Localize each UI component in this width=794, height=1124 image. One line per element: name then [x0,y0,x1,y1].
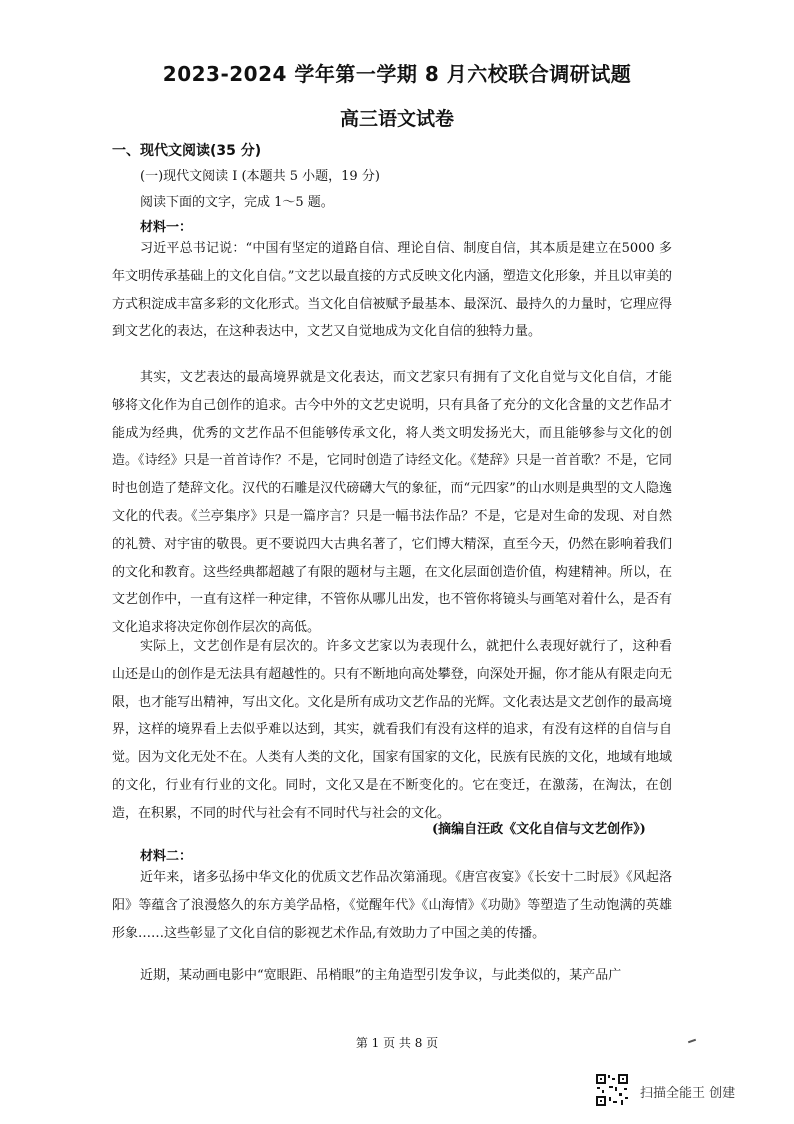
subsection-heading: (一)现代文阅读 I (本题共 5 小题，19 分) [140,169,380,184]
page-number: 第 1 页 共 8 页 [355,1036,439,1050]
material-two-paragraph-2: 近期，某动画电影中“宽眼距、吊梢眼”的主角造型引发争议，与此类似的，某产品广 [140,968,622,983]
material-two-label: 材料二： [140,849,193,864]
section-heading: 一、现代文阅读(35 分) [112,143,262,159]
material-one-paragraph-1: 习近平总书记说：“中国有坚定的道路自信、理论自信、制度自信，其本质是建立在5000 多年文明传承基础上的文化自信。”文艺以最直接的方式反映文化内涵，塑造文化形象，并且以审美的方式积淀成丰富多彩的文化形式。当文化自信被赋予最基本、最深沉、最持久的力量时，它理应得到文艺化的表达，在这种表达中，文艺又自觉地成为文化自信的独特力量。 [112,241,672,340]
exam-subtitle: 高三语文试卷 [339,108,454,130]
material-one-label: 材料一： [140,220,193,235]
source-credit: (摘编自汪政《文化自信与文艺创作》) [432,822,646,837]
instruction-text: 阅读下面的文字，完成 1～5 题。 [140,195,334,210]
qr-code-icon [595,1073,629,1107]
material-one-paragraph-3: 实际上，文艺创作是有层次的。许多文艺家以为表现什么，就把什么表现好就行了，这种看山还是山的创作是无法具有超越性的。只有不断地向高处攀登，向深处开掘，你才能从有限走向无限，也才能写出精神，写出文化。文化是所有成功文艺作品的光辉。文化表达是文艺创作的最高境界，这样的境界看上去似乎难以达到，其实，就看我们有没有这样的追求，有没有这样的自信与自觉。因为文化无处不在。人类有人类的文化，国家有国家的文化，民族有民族的文化，地域有地域的文化，行业有行业的文化。同时，文化又是在不断变化的。它在变迁，在激荡，在淘汰，在创造，在积累，不同的时代与社会有不同时代与社会的文化。 [112,639,672,821]
material-one-paragraph-2: 其实，文艺表达的最高境界就是文化表达，而文艺家只有拥有了文化自觉与文化自信，才能够将文化作为自己创作的追求。古今中外的文艺史说明，只有具备了充分的文化含量的文艺作品才能成为经典，优秀的文艺作品不但能够传承文化，将人类文明发扬光大，而且能够参与文化的创造。《诗经》只是一首首诗作？不是，它同时创造了诗经文化。《楚辞》只是一首首歌？不是，它同时也创造了楚辞文化。汉代的石雕是汉代磅礴大气的象征，而“元四家”的山水则是典型的文人隐逸文化的代表。《兰亭集序》只是一篇序言？只是一幅书法作品？不是，它是对生命的发现、对自然的礼赞、对宇宙的敬畏。更不要说四大古典名著了，它们博大精深，直至今天，仍然在影响着我们的文化和教育。这些经典都超越了有限的题材与主题，在文化层面创造价值，构建精神。所以，在文艺创作中，一直有这样一种定律，不管你从哪儿出发，也不管你将镜头与画笔对着什么，是否有文化追求将决定你创作层次的高低。 [112,370,672,636]
scanner-watermark: 扫描全能王 创建 [640,1086,736,1101]
material-two-paragraph-1: 近年来，诸多弘扬中华文化的优质文艺作品次第涌现。《唐宫夜宴》《长安十二时辰》《风起洛阳》等蕴含了浪漫悠久的东方美学品格，《觉醒年代》《山海情》《功勋》等塑造了生动饱满的英雄形象……这些彰显了文化自信的影视艺术作品,有效助力了中国之美的传播。 [112,870,672,941]
exam-title: 2023-2024 学年第一学期 8 月六校联合调研试题 [162,62,632,86]
